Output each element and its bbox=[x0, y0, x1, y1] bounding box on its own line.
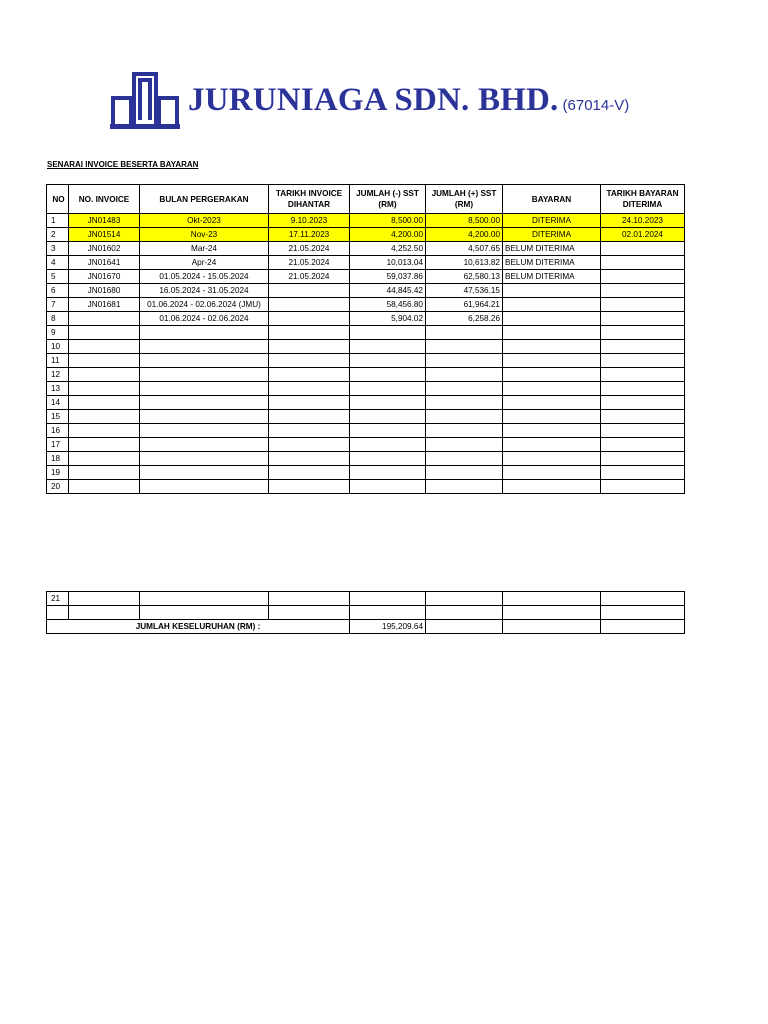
cell-no: 13 bbox=[47, 382, 69, 396]
header-tarikh-bayaran: TARIKH BAYARAN DITERIMA bbox=[601, 185, 685, 214]
cell-bayaran bbox=[503, 340, 601, 354]
cell-no: 4 bbox=[47, 256, 69, 270]
cell-tarikh-invoice: 9.10.2023 bbox=[269, 214, 350, 228]
cell-tarikh-invoice bbox=[269, 312, 350, 326]
cell-invoice bbox=[69, 438, 140, 452]
header-jumlah-tanpa-sst: JUMLAH (-) SST (RM) bbox=[350, 185, 426, 214]
cell-jumlah-dengan-sst: 61,964.21 bbox=[426, 298, 503, 312]
company-registration: (67014-V) bbox=[562, 96, 630, 114]
cell-bulan: Mar-24 bbox=[140, 242, 269, 256]
cell-tarikh-bayaran bbox=[601, 382, 685, 396]
cell-jumlah-dengan-sst: 47,536.15 bbox=[426, 284, 503, 298]
cell-tarikh-invoice: 21.05.2024 bbox=[269, 256, 350, 270]
cell-invoice bbox=[69, 466, 140, 480]
table-row bbox=[47, 466, 685, 480]
cell-bayaran: DITERIMA bbox=[503, 214, 601, 228]
cell-tarikh-bayaran bbox=[601, 452, 685, 466]
table-row bbox=[47, 312, 685, 326]
table-row bbox=[47, 382, 685, 396]
cell-invoice: JN01641 bbox=[69, 256, 140, 270]
table-row bbox=[47, 424, 685, 438]
cell-tarikh-invoice bbox=[269, 326, 350, 340]
cell-jumlah-tanpa-sst bbox=[350, 438, 426, 452]
cell-no: 1 bbox=[47, 214, 69, 228]
cell-bayaran bbox=[503, 466, 601, 480]
cell-jumlah-tanpa-sst bbox=[350, 340, 426, 354]
cell-bayaran: DITERIMA bbox=[503, 228, 601, 242]
cell-jumlah-dengan-sst bbox=[426, 452, 503, 466]
cell-tarikh-bayaran bbox=[601, 592, 685, 606]
table-row bbox=[47, 410, 685, 424]
cell-tarikh-invoice bbox=[269, 452, 350, 466]
cell-tarikh-invoice bbox=[269, 340, 350, 354]
cell-jumlah-dengan-sst: 8,500.00 bbox=[426, 214, 503, 228]
cell-no: 19 bbox=[47, 466, 69, 480]
cell-jumlah-dengan-sst bbox=[426, 410, 503, 424]
cell-jumlah-tanpa-sst bbox=[350, 382, 426, 396]
cell-no: 8 bbox=[47, 312, 69, 326]
cell-no: 14 bbox=[47, 396, 69, 410]
cell-tarikh-invoice bbox=[269, 438, 350, 452]
header-no: NO bbox=[47, 185, 69, 214]
header-bayaran: BAYARAN bbox=[503, 185, 601, 214]
cell-jumlah-tanpa-sst bbox=[350, 424, 426, 438]
cell-bayaran bbox=[503, 452, 601, 466]
cell-tarikh-bayaran bbox=[601, 242, 685, 256]
cell-bayaran: BELUM DITERIMA bbox=[503, 256, 601, 270]
table-cell bbox=[601, 620, 685, 634]
cell-no: 5 bbox=[47, 270, 69, 284]
cell-bayaran bbox=[503, 326, 601, 340]
table-cell bbox=[503, 620, 601, 634]
cell-jumlah-tanpa-sst bbox=[350, 592, 426, 606]
cell-no: 12 bbox=[47, 368, 69, 382]
cell-tarikh-bayaran bbox=[601, 326, 685, 340]
cell-jumlah-dengan-sst bbox=[426, 466, 503, 480]
cell-tarikh-invoice bbox=[269, 354, 350, 368]
cell-tarikh-bayaran bbox=[601, 438, 685, 452]
cell-bayaran bbox=[503, 592, 601, 606]
cell-invoice: JN01483 bbox=[69, 214, 140, 228]
table-row bbox=[47, 592, 685, 606]
table-row bbox=[47, 298, 685, 312]
cell-tarikh-invoice bbox=[269, 424, 350, 438]
cell-no bbox=[47, 606, 69, 620]
cell-tarikh-bayaran bbox=[601, 396, 685, 410]
cell-bulan: 01.06.2024 - 02.06.2024 (JMU) bbox=[140, 298, 269, 312]
total-value: 195,209.64 bbox=[350, 620, 426, 634]
cell-no: 17 bbox=[47, 438, 69, 452]
total-label: JUMLAH KESELURUHAN (RM) : bbox=[47, 620, 350, 634]
cell-no: 16 bbox=[47, 424, 69, 438]
cell-bulan: Okt-2023 bbox=[140, 214, 269, 228]
cell-bulan bbox=[140, 480, 269, 494]
cell-jumlah-tanpa-sst bbox=[350, 606, 426, 620]
cell-tarikh-bayaran: 02.01.2024 bbox=[601, 228, 685, 242]
cell-bayaran bbox=[503, 368, 601, 382]
cell-invoice bbox=[69, 592, 140, 606]
cell-no: 7 bbox=[47, 298, 69, 312]
cell-bulan bbox=[140, 466, 269, 480]
cell-tarikh-invoice: 17.11.2023 bbox=[269, 228, 350, 242]
cell-invoice bbox=[69, 410, 140, 424]
cell-jumlah-dengan-sst bbox=[426, 592, 503, 606]
cell-jumlah-dengan-sst bbox=[426, 396, 503, 410]
total-row bbox=[47, 620, 685, 634]
table-row bbox=[47, 270, 685, 284]
cell-jumlah-dengan-sst: 62,580.13 bbox=[426, 270, 503, 284]
cell-jumlah-dengan-sst: 4,507.65 bbox=[426, 242, 503, 256]
cell-bulan bbox=[140, 382, 269, 396]
cell-jumlah-tanpa-sst bbox=[350, 354, 426, 368]
cell-invoice bbox=[69, 326, 140, 340]
cell-bulan bbox=[140, 452, 269, 466]
cell-invoice: JN01670 bbox=[69, 270, 140, 284]
cell-no: 18 bbox=[47, 452, 69, 466]
cell-jumlah-tanpa-sst bbox=[350, 480, 426, 494]
cell-jumlah-tanpa-sst: 59,037.86 bbox=[350, 270, 426, 284]
cell-tarikh-invoice: 21.05.2024 bbox=[269, 270, 350, 284]
cell-tarikh-invoice bbox=[269, 298, 350, 312]
cell-bulan bbox=[140, 410, 269, 424]
cell-bulan bbox=[140, 592, 269, 606]
cell-tarikh-invoice bbox=[269, 480, 350, 494]
table-row bbox=[47, 242, 685, 256]
cell-bayaran bbox=[503, 298, 601, 312]
cell-tarikh-invoice bbox=[269, 410, 350, 424]
company-header bbox=[110, 68, 629, 132]
cell-jumlah-tanpa-sst: 4,252.50 bbox=[350, 242, 426, 256]
cell-no: 10 bbox=[47, 340, 69, 354]
cell-jumlah-dengan-sst: 4,200.00 bbox=[426, 228, 503, 242]
cell-bayaran: BELUM DITERIMA bbox=[503, 242, 601, 256]
cell-bayaran bbox=[503, 284, 601, 298]
cell-bayaran bbox=[503, 382, 601, 396]
cell-jumlah-tanpa-sst: 5,904.02 bbox=[350, 312, 426, 326]
cell-tarikh-invoice: 21.05.2024 bbox=[269, 242, 350, 256]
cell-tarikh-invoice bbox=[269, 396, 350, 410]
header-bulan: BULAN PERGERAKAN bbox=[140, 185, 269, 214]
cell-jumlah-dengan-sst bbox=[426, 480, 503, 494]
cell-tarikh-bayaran bbox=[601, 354, 685, 368]
cell-jumlah-dengan-sst bbox=[426, 424, 503, 438]
company-name: JURUNIAGA SDN. BHD. bbox=[188, 81, 559, 118]
cell-tarikh-bayaran: 24.10.2023 bbox=[601, 214, 685, 228]
table-row bbox=[47, 326, 685, 340]
cell-jumlah-tanpa-sst bbox=[350, 452, 426, 466]
cell-jumlah-tanpa-sst bbox=[350, 410, 426, 424]
cell-invoice bbox=[69, 382, 140, 396]
table-row bbox=[47, 480, 685, 494]
cell-invoice: JN01514 bbox=[69, 228, 140, 242]
table-row bbox=[47, 396, 685, 410]
cell-tarikh-bayaran bbox=[601, 284, 685, 298]
cell-bulan: 01.06.2024 - 02.06.2024 bbox=[140, 312, 269, 326]
cell-no: 21 bbox=[47, 592, 69, 606]
table-row bbox=[47, 214, 685, 228]
table-row bbox=[47, 340, 685, 354]
table-cell bbox=[426, 620, 503, 634]
cell-tarikh-bayaran bbox=[601, 312, 685, 326]
cell-invoice bbox=[69, 396, 140, 410]
cell-invoice: JN01680 bbox=[69, 284, 140, 298]
cell-bulan: Apr-24 bbox=[140, 256, 269, 270]
cell-bulan bbox=[140, 424, 269, 438]
cell-bulan: Nov-23 bbox=[140, 228, 269, 242]
cell-tarikh-bayaran bbox=[601, 466, 685, 480]
cell-jumlah-tanpa-sst: 8,500.00 bbox=[350, 214, 426, 228]
cell-tarikh-bayaran bbox=[601, 340, 685, 354]
document-title: SENARAI INVOICE BESERTA BAYARAN bbox=[47, 160, 199, 169]
table-row bbox=[47, 284, 685, 298]
cell-invoice: JN01681 bbox=[69, 298, 140, 312]
cell-jumlah-dengan-sst bbox=[426, 368, 503, 382]
cell-jumlah-tanpa-sst: 58,456.80 bbox=[350, 298, 426, 312]
cell-bayaran: BELUM DITERIMA bbox=[503, 270, 601, 284]
cell-bulan bbox=[140, 340, 269, 354]
cell-tarikh-invoice bbox=[269, 606, 350, 620]
table-row bbox=[47, 256, 685, 270]
cell-invoice bbox=[69, 354, 140, 368]
cell-bulan bbox=[140, 326, 269, 340]
cell-no: 11 bbox=[47, 354, 69, 368]
cell-invoice bbox=[69, 480, 140, 494]
cell-tarikh-bayaran bbox=[601, 410, 685, 424]
cell-jumlah-tanpa-sst: 44,845.42 bbox=[350, 284, 426, 298]
cell-tarikh-bayaran bbox=[601, 424, 685, 438]
cell-tarikh-invoice bbox=[269, 284, 350, 298]
cell-invoice bbox=[69, 368, 140, 382]
cell-jumlah-dengan-sst bbox=[426, 438, 503, 452]
company-logo-icon bbox=[110, 70, 180, 130]
cell-jumlah-dengan-sst bbox=[426, 354, 503, 368]
cell-tarikh-bayaran bbox=[601, 480, 685, 494]
cell-no: 6 bbox=[47, 284, 69, 298]
cell-jumlah-tanpa-sst bbox=[350, 466, 426, 480]
cell-no: 9 bbox=[47, 326, 69, 340]
table-header-row bbox=[47, 185, 685, 214]
cell-tarikh-bayaran bbox=[601, 606, 685, 620]
cell-bayaran bbox=[503, 606, 601, 620]
cell-invoice: JN01602 bbox=[69, 242, 140, 256]
cell-invoice bbox=[69, 340, 140, 354]
cell-no: 2 bbox=[47, 228, 69, 242]
cell-invoice bbox=[69, 424, 140, 438]
cell-jumlah-tanpa-sst bbox=[350, 396, 426, 410]
cell-jumlah-dengan-sst bbox=[426, 606, 503, 620]
table-row bbox=[47, 368, 685, 382]
cell-no: 15 bbox=[47, 410, 69, 424]
cell-bayaran bbox=[503, 354, 601, 368]
cell-tarikh-invoice bbox=[269, 368, 350, 382]
cell-jumlah-tanpa-sst bbox=[350, 326, 426, 340]
cell-bulan bbox=[140, 606, 269, 620]
cell-jumlah-dengan-sst bbox=[426, 340, 503, 354]
cell-invoice bbox=[69, 452, 140, 466]
cell-bulan: 16.05.2024 - 31.05.2024 bbox=[140, 284, 269, 298]
header-tarikh-invoice: TARIKH INVOICE DIHANTAR bbox=[269, 185, 350, 214]
cell-jumlah-dengan-sst: 6,258.26 bbox=[426, 312, 503, 326]
cell-bayaran bbox=[503, 424, 601, 438]
cell-tarikh-invoice bbox=[269, 592, 350, 606]
header-jumlah-dengan-sst: JUMLAH (+) SST (RM) bbox=[426, 185, 503, 214]
cell-jumlah-dengan-sst: 10,613.82 bbox=[426, 256, 503, 270]
table-row bbox=[47, 452, 685, 466]
cell-jumlah-tanpa-sst bbox=[350, 368, 426, 382]
cell-jumlah-tanpa-sst: 10,013.04 bbox=[350, 256, 426, 270]
cell-bulan bbox=[140, 368, 269, 382]
cell-jumlah-dengan-sst bbox=[426, 382, 503, 396]
header-invoice: NO. INVOICE bbox=[69, 185, 140, 214]
table-row bbox=[47, 606, 685, 620]
cell-bayaran bbox=[503, 396, 601, 410]
cell-bulan bbox=[140, 438, 269, 452]
cell-bayaran bbox=[503, 438, 601, 452]
cell-no: 20 bbox=[47, 480, 69, 494]
cell-bulan bbox=[140, 354, 269, 368]
invoice-table bbox=[46, 184, 685, 494]
cell-tarikh-bayaran bbox=[601, 270, 685, 284]
cell-tarikh-invoice bbox=[269, 466, 350, 480]
table-row bbox=[47, 354, 685, 368]
cell-invoice bbox=[69, 312, 140, 326]
cell-jumlah-dengan-sst bbox=[426, 326, 503, 340]
cell-jumlah-tanpa-sst: 4,200.00 bbox=[350, 228, 426, 242]
cell-bulan bbox=[140, 396, 269, 410]
cell-tarikh-bayaran bbox=[601, 256, 685, 270]
cell-bayaran bbox=[503, 312, 601, 326]
cell-bayaran bbox=[503, 480, 601, 494]
cell-no: 3 bbox=[47, 242, 69, 256]
cell-tarikh-invoice bbox=[269, 382, 350, 396]
invoice-table-continued bbox=[46, 591, 685, 634]
cell-tarikh-bayaran bbox=[601, 368, 685, 382]
cell-bayaran bbox=[503, 410, 601, 424]
cell-bulan: 01.05.2024 - 15.05.2024 bbox=[140, 270, 269, 284]
cell-tarikh-bayaran bbox=[601, 298, 685, 312]
cell-invoice bbox=[69, 606, 140, 620]
table-row bbox=[47, 438, 685, 452]
table-row bbox=[47, 228, 685, 242]
